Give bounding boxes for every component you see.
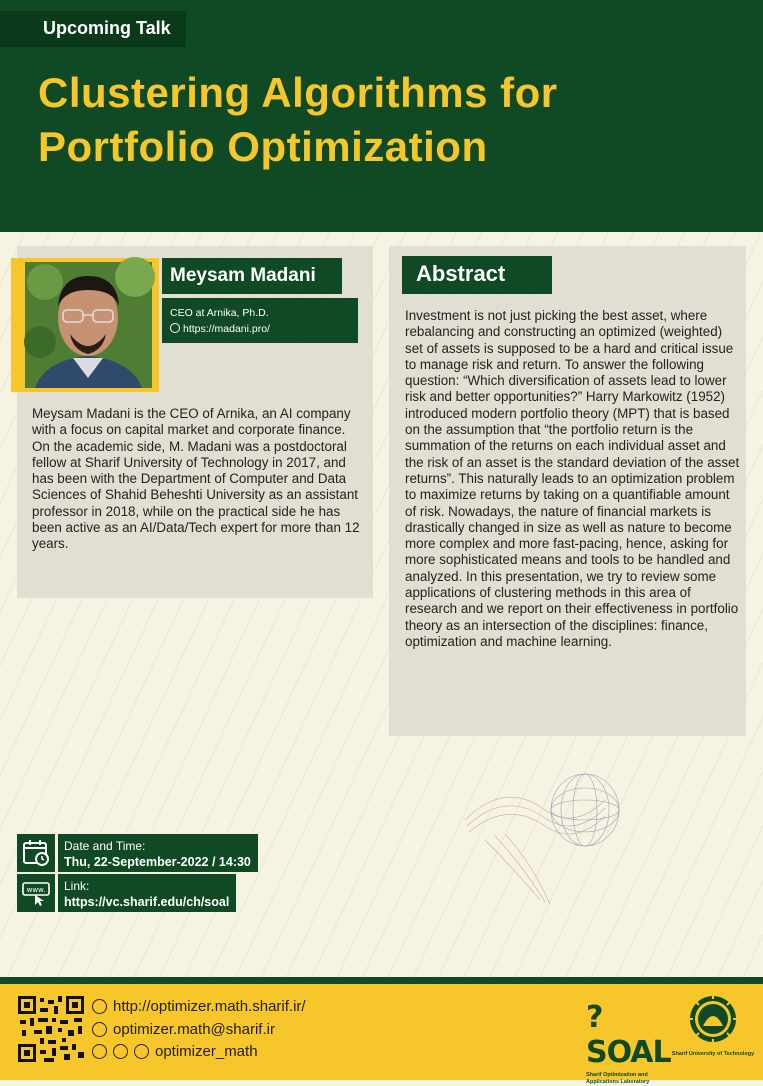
speaker-name: Meysam Madani xyxy=(162,258,342,294)
decorative-3d-surface-graphic xyxy=(445,740,625,910)
web-icon xyxy=(92,999,107,1014)
link-label: Link: xyxy=(64,879,90,893)
sharif-caption: Sharif University of Technology xyxy=(671,1051,755,1057)
speaker-role-box xyxy=(162,298,358,343)
footer-email-row[interactable] xyxy=(92,1021,275,1038)
linkedin-icon[interactable] xyxy=(134,1044,149,1059)
header-banner xyxy=(0,0,763,232)
soal-caption: Sharif Optimization and Applications Laboratory xyxy=(586,1072,650,1085)
talk-title-line-1: Clustering Algorithms for xyxy=(38,69,558,116)
date-time-label: Date and Time: xyxy=(64,839,146,853)
speaker-website[interactable]: https://madani.pro/ xyxy=(183,323,270,335)
speaker-photo xyxy=(25,262,152,388)
link-box xyxy=(58,874,236,912)
instagram-icon[interactable] xyxy=(113,1044,128,1059)
soal-logo xyxy=(586,1000,671,1086)
soal-logo-mark: ?SOAL xyxy=(586,1000,671,1070)
calendar-clock-icon xyxy=(17,834,55,872)
abstract-heading: Abstract xyxy=(402,256,552,294)
footer-website-row[interactable] xyxy=(92,998,306,1015)
web-link-icon xyxy=(17,874,55,912)
talk-title-line-2: Portfolio Optimization xyxy=(38,123,488,170)
upcoming-talk-tag: Upcoming Talk xyxy=(0,11,186,47)
footer-social-row[interactable] xyxy=(92,1043,258,1060)
abstract-text: Investment is not just picking the best asset, where rebalancing and constructing an optimized (weighted) set of assets is supposed to be a hard and critical issue to manage risk and return. To answer the following question: “Which diversification of assets lead to lower risk and better opportunities?” Harry Markowitz (1952) introduced modern portfolio theory (MPT) that is based on the assumption that “the portfolio return is the summation of the returns on each individual asset and the risk of an asset is the standard deviation of the asset returns”. This naturally leads to an optimization problem to maximize returns by taking on a quantifiable amount of risk. Nowadays, the nature of financial markets is drastically changed in size as well as nature to become more complex and more fast-pacing, hence, asking for more sophisticated means and tools to be handled and analyzed. In this presentation, we try to review some applications of clustering methods in this area of research and we report on their effectiveness in portfolio theory as an intersection of the disciplines: finance, optimization and machine learning. xyxy=(405,308,740,649)
date-time-box xyxy=(58,834,258,872)
speaker-bio: Meysam Madani is the CEO of Arnika, an AI company with a focus on capital market and corporate finance. On the academic side, M. Madani was a postdoctoral fellow at Sharif University of Technology in 2017, and has been with the Department of Computer and Data Sciences of Shahid Beheshti University as an assistant professor in 2018, while on the practical side he has been active as an AI/Data/Tech expert for more than 12 years. xyxy=(32,406,360,552)
speaker-website-row[interactable] xyxy=(170,321,358,337)
sharif-university-logo xyxy=(668,994,758,1057)
footer-divider xyxy=(0,977,763,984)
telegram-icon[interactable] xyxy=(92,1044,107,1059)
footer-website[interactable]: http://optimizer.math.sharif.ir/ xyxy=(113,998,306,1015)
globe-icon xyxy=(170,323,180,333)
qr-code-icon[interactable] xyxy=(18,996,84,1062)
talk-title xyxy=(38,66,738,174)
date-time-value: Thu, 22-September-2022 / 14:30 xyxy=(64,855,251,869)
speaker-role: CEO at Arnika, Ph.D. xyxy=(170,307,269,319)
link-value[interactable]: https://vc.sharif.edu/ch/soal xyxy=(64,895,230,909)
email-icon xyxy=(92,1022,107,1037)
footer-social-handle[interactable]: optimizer_math xyxy=(155,1043,258,1060)
sharif-emblem-icon xyxy=(688,994,738,1044)
footer-email[interactable]: optimizer.math@sharif.ir xyxy=(113,1021,275,1038)
svg-text:www.: www. xyxy=(26,886,46,894)
